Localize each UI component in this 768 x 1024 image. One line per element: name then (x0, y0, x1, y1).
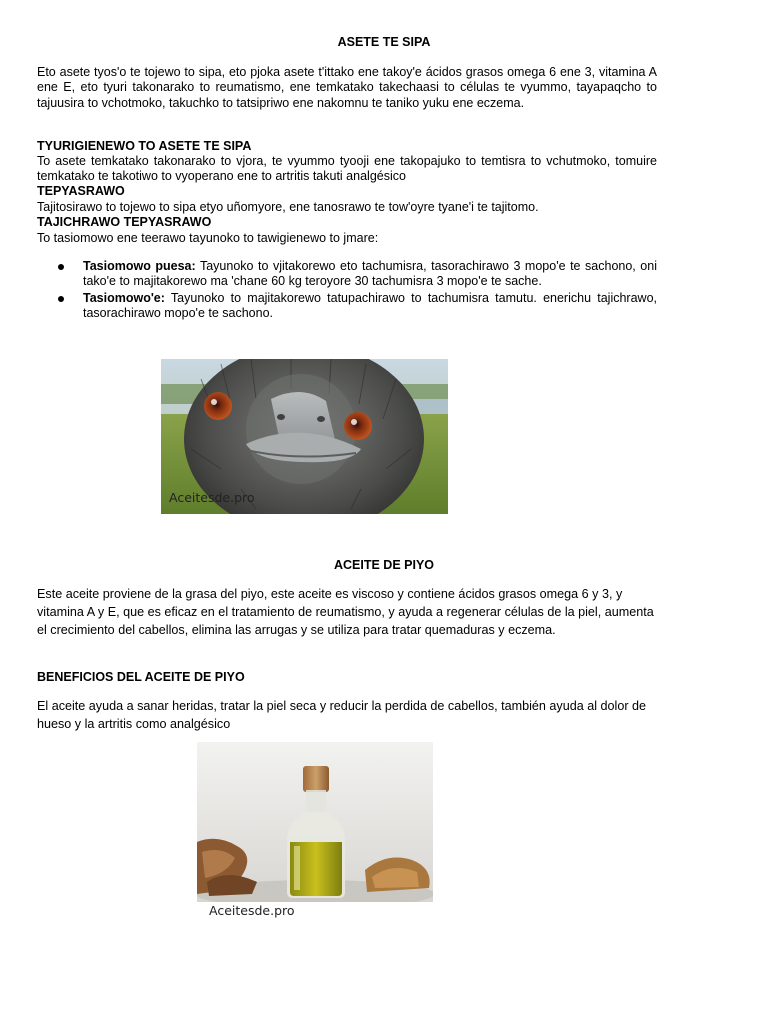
section2-intro: Este aceite proviene de la grasa del piyo, este aceite es viscoso y contiene ácidos grasos omega 6 y 3, y vitamina A y E, que es eficaz en el tratamiento de reumatismo, y ayuda a regenerar células de la piel, aumenta el crecimiento del cabellos, elimina las arrugas y se utiliza para tratar quemaduras y eczema. (37, 587, 654, 637)
section1-benefits-heading: TYURIGIENEWO TO ASETE TE SIPA (37, 139, 252, 153)
section1-prep-heading: TAJICHRAWO TEPYASRAWO (37, 215, 212, 229)
section1-benefits-text: To asete temkatako takonarako to vjora, te vyummo tyooji ene takopajuko to temtisra to vchutmoko, tomuire temkatako te takotiwo to vyoperano ene to artritis takuti analgésico (37, 154, 657, 184)
list-item (55, 291, 657, 322)
section2-title: ACEITE DE PIYO (333, 558, 435, 572)
bullet-text: Tayunoko to vjitakorewo eto tachumisra, tasorachirawo 3 mopo'e te sachono, oni tako'e to majitakorewo ma 'chane 60 kg teroyore 30 tachumisra 3 mopo'e te sache. (83, 259, 657, 289)
section1-title: ASETE TE SIPA (337, 35, 431, 49)
oil-photo-caption: Aceitesde.pro (209, 903, 295, 918)
oil-bottle-image (197, 742, 433, 902)
section1-bullet-list (55, 259, 657, 322)
section2-benefits-text: El aceite ayuda a sanar heridas, tratar la piel seca y reducir la perdida de cabellos, también ayuda al dolor de hueso y la artritis como analgésico (37, 699, 647, 731)
section1-intro: Eto asete tyos'o te tojewo to sipa, eto pjoka asete t'ittako ene takoy'e ácidos grasos omega 6 ene 3, vitamina A ene E, eto tyuri takonarako to reumatismo, ene temkatako takechaasi to células te vyummo, tayapaqcho to tajuusira to vchotmoko, takuchko to tatsipriwo ene nakomnu te taniko yuku ene eczema. (37, 65, 657, 110)
oil-bottle-photo (197, 742, 433, 922)
bullet-label: Tasiomowo puesa: (83, 259, 196, 273)
emu-photo-caption: Aceitesde.pro (169, 490, 255, 505)
emu-photo (161, 359, 448, 514)
bullet-label: Tasiomowo'e: (83, 290, 165, 305)
section2-benefits-heading: BENEFICIOS DEL ACEITE DE PIYO (37, 670, 245, 684)
section1-uses-heading: TEPYASRAWO (37, 184, 125, 198)
bullet-icon (58, 296, 64, 302)
list-item (55, 259, 657, 290)
bullet-text: Tayunoko to majitakorewo tatupachirawo to tachumisra tamutu. enerichu tajichrawo, tasorachirawo mopo'e te sachono. (83, 290, 657, 320)
section1-uses-text: Tajitosirawo to tojewo to sipa etyo uñomyore, ene tanosrawo te tow'oyre tyane'i te tajitomo. (37, 200, 539, 214)
bullet-icon (58, 264, 64, 270)
section1-prep-text: To tasiomowo ene teerawo tayunoko to tawigienewo to jmare: (37, 231, 379, 245)
